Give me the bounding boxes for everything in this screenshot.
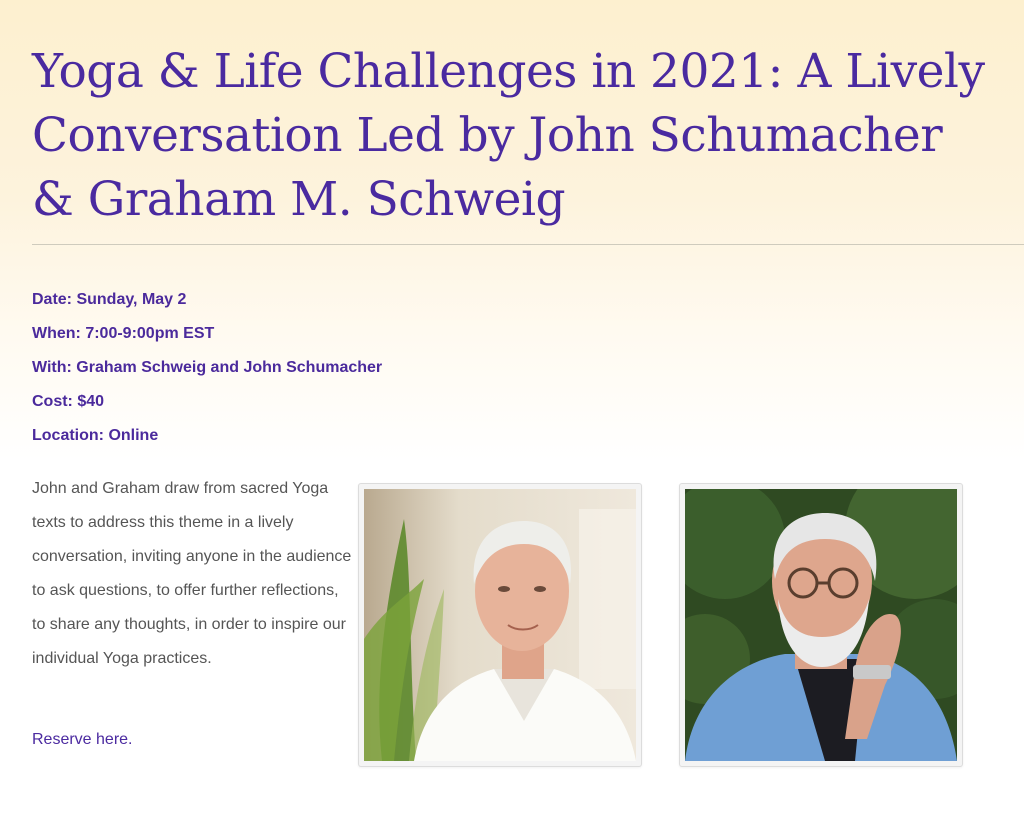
event-location: Location: Online <box>32 427 159 444</box>
event-hosts: With: Graham Schweig and John Schumacher <box>32 359 383 376</box>
graham-schweig-portrait <box>685 489 957 761</box>
john-schumacher-photo <box>358 483 642 767</box>
reserve-link[interactable]: Reserve here. <box>32 731 133 748</box>
event-details <box>32 286 382 456</box>
event-date: Date: Sunday, May 2 <box>32 291 187 308</box>
title-divider <box>32 244 1024 245</box>
graham-schweig-photo <box>679 483 963 767</box>
john-schumacher-portrait <box>364 489 636 761</box>
event-description: John and Graham draw from sacred Yoga texts to address this theme in a lively conversation, inviting anyone in the audience to ask questions, to offer further reflections, to share any thoughts, in order to inspire our individual Yoga practices. <box>32 480 352 667</box>
event-time: When: 7:00-9:00pm EST <box>32 325 215 342</box>
event-title: Yoga & Life Challenges in 2021: A Lively Conversation Led by John Schumacher & Graham M. Schweig <box>32 44 985 227</box>
event-cost: Cost: $40 <box>32 393 105 410</box>
